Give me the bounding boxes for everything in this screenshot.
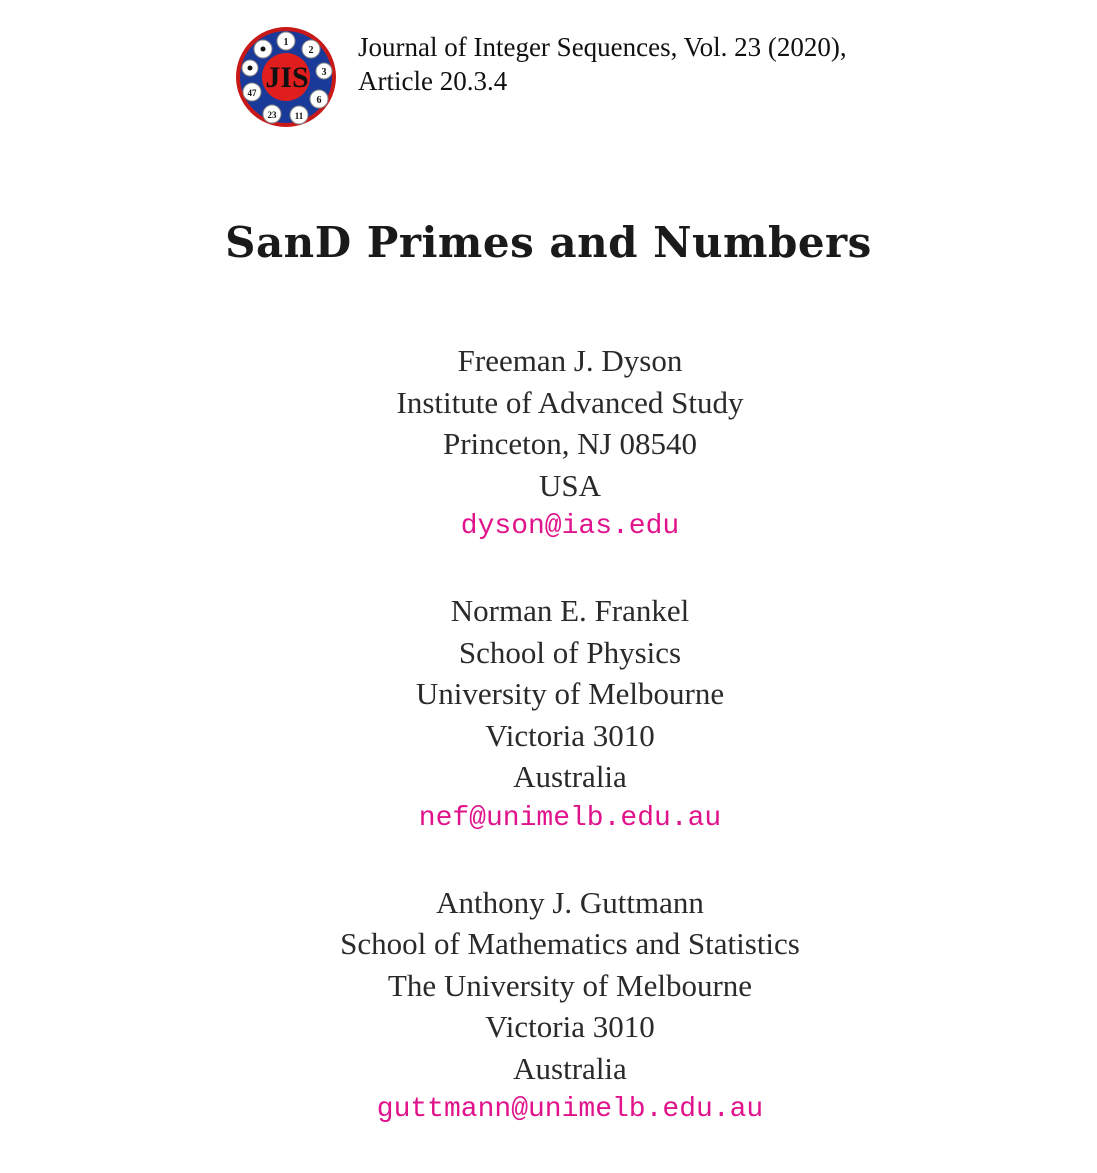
- affiliation-line: Institute of Advanced Study: [396, 384, 744, 420]
- affiliation-line: Australia: [513, 759, 627, 794]
- author-email-link[interactable]: guttmann@unimelb.edu.au: [376, 1094, 764, 1125]
- logo-number: 6: [316, 95, 322, 106]
- affiliation-line: Australia: [513, 1050, 627, 1086]
- journal-citation: [358, 30, 847, 98]
- affiliation-line: Victoria 3010: [485, 717, 655, 753]
- logo-number: 11: [294, 111, 304, 121]
- author-block: [0, 882, 1097, 1132]
- logo-number: 1: [283, 37, 289, 48]
- logo-number: 2: [308, 45, 314, 56]
- logo-number: 23: [267, 110, 277, 120]
- author-block: [0, 590, 1097, 840]
- paper-title: SanD Primes and Numbers: [225, 218, 872, 267]
- author-list: [0, 340, 1097, 1173]
- affiliation-line: USA: [538, 467, 601, 503]
- affiliation-line: The University of Melbourne: [387, 967, 753, 1003]
- author-name: Anthony J. Guttmann: [436, 884, 704, 920]
- affiliation-line: University of Melbourne: [415, 676, 725, 711]
- logo-number: 47: [247, 88, 257, 98]
- journal-header: [234, 22, 994, 132]
- author-email-link[interactable]: nef@unimelb.edu.au: [418, 802, 722, 834]
- affiliation-line: School of Physics: [458, 634, 682, 670]
- affiliation-line: Victoria 3010: [485, 1009, 655, 1044]
- jis-logo-icon: [234, 25, 338, 129]
- logo-text: JIS: [265, 61, 309, 94]
- author-block: [0, 340, 1097, 548]
- author-name: Norman E. Frankel: [450, 593, 690, 628]
- logo-number: 3: [321, 67, 327, 78]
- article-line: Article 20.3.4: [358, 66, 508, 96]
- author-email-link[interactable]: dyson@ias.edu: [460, 511, 680, 542]
- affiliation-line: Princeton, NJ 08540: [442, 426, 697, 461]
- affiliation-line: School of Mathematics and Statistics: [340, 926, 800, 961]
- journal-line: Journal of Integer Sequences, Vol. 23 (2020),: [358, 32, 847, 62]
- author-name: Freeman J. Dyson: [457, 343, 683, 378]
